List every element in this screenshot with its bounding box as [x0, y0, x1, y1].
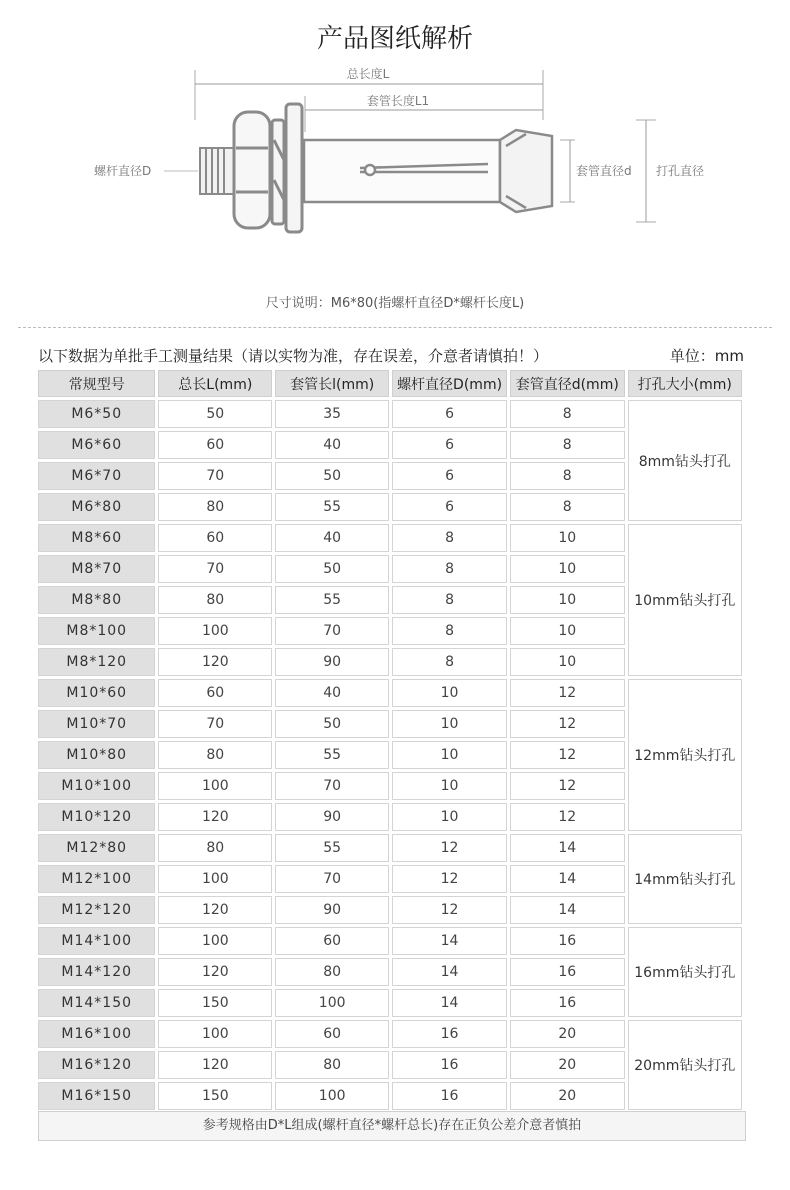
value-cell: 10 [510, 555, 625, 583]
value-cell: 8 [510, 400, 625, 428]
value-cell: 10 [392, 803, 507, 831]
value-cell: 10 [392, 710, 507, 738]
value-cell: 80 [275, 1051, 389, 1079]
value-cell: 12 [510, 679, 625, 707]
value-cell: 55 [275, 834, 389, 862]
anchor-bolt-diagram [0, 60, 790, 320]
value-cell: 60 [158, 431, 272, 459]
model-cell: M12*120 [38, 896, 155, 924]
value-cell: 150 [158, 989, 272, 1017]
value-cell: 12 [510, 710, 625, 738]
value-cell: 12 [510, 772, 625, 800]
value-cell: 60 [275, 1020, 389, 1048]
value-cell: 80 [158, 586, 272, 614]
value-cell: 20 [510, 1082, 625, 1110]
table-row [38, 834, 742, 862]
washer [272, 104, 302, 232]
spec-table [35, 367, 745, 1113]
drill-size-cell: 16mm钻头打孔 [628, 927, 742, 1017]
model-cell: M14*150 [38, 989, 155, 1017]
value-cell: 50 [275, 710, 389, 738]
value-cell: 70 [275, 772, 389, 800]
table-row [38, 524, 742, 552]
value-cell: 120 [158, 958, 272, 986]
value-cell: 14 [510, 896, 625, 924]
model-cell: M6*70 [38, 462, 155, 490]
value-cell: 35 [275, 400, 389, 428]
value-cell: 120 [158, 648, 272, 676]
table-header-row [38, 370, 742, 397]
bolt-diameter-label: 螺杆直径D [94, 164, 152, 178]
model-cell: M8*60 [38, 524, 155, 552]
value-cell: 40 [275, 679, 389, 707]
value-cell: 10 [510, 648, 625, 676]
model-cell: M10*60 [38, 679, 155, 707]
expansion-cone [500, 130, 552, 212]
table-title: 以下数据为单批手工测量结果（请以实物为准，存在误差，介意者请慎拍！） [38, 347, 549, 365]
value-cell: 90 [275, 648, 389, 676]
table-row [38, 400, 742, 428]
value-cell: 10 [510, 617, 625, 645]
value-cell: 16 [510, 958, 625, 986]
model-cell: M8*120 [38, 648, 155, 676]
bolt-thread [200, 148, 236, 194]
table-row [38, 679, 742, 707]
value-cell: 70 [275, 617, 389, 645]
value-cell: 90 [275, 803, 389, 831]
value-cell: 12 [510, 803, 625, 831]
column-header: 套管直径d(mm) [510, 370, 625, 397]
value-cell: 80 [158, 741, 272, 769]
model-cell: M16*150 [38, 1082, 155, 1110]
value-cell: 14 [392, 958, 507, 986]
unit-label: 单位：mm [669, 347, 744, 365]
value-cell: 10 [510, 586, 625, 614]
value-cell: 70 [275, 865, 389, 893]
model-cell: M8*70 [38, 555, 155, 583]
value-cell: 16 [392, 1051, 507, 1079]
model-cell: M16*120 [38, 1051, 155, 1079]
value-cell: 12 [392, 865, 507, 893]
column-header: 套管长l(mm) [275, 370, 389, 397]
value-cell: 14 [392, 927, 507, 955]
value-cell: 120 [158, 1051, 272, 1079]
value-cell: 80 [158, 834, 272, 862]
value-cell: 60 [158, 524, 272, 552]
value-cell: 70 [158, 710, 272, 738]
value-cell: 20 [510, 1051, 625, 1079]
table-row [38, 1020, 742, 1048]
model-cell: M10*70 [38, 710, 155, 738]
value-cell: 6 [392, 462, 507, 490]
value-cell: 100 [158, 927, 272, 955]
value-cell: 16 [392, 1020, 507, 1048]
column-header: 螺杆直径D(mm) [392, 370, 507, 397]
value-cell: 14 [510, 834, 625, 862]
value-cell: 6 [392, 400, 507, 428]
model-cell: M12*80 [38, 834, 155, 862]
value-cell: 8 [392, 555, 507, 583]
value-cell: 150 [158, 1082, 272, 1110]
value-cell: 8 [392, 586, 507, 614]
value-cell: 100 [275, 989, 389, 1017]
value-cell: 20 [510, 1020, 625, 1048]
value-cell: 100 [158, 865, 272, 893]
value-cell: 14 [510, 865, 625, 893]
drill-size-cell: 20mm钻头打孔 [628, 1020, 742, 1110]
value-cell: 55 [275, 741, 389, 769]
value-cell: 120 [158, 896, 272, 924]
value-cell: 80 [158, 493, 272, 521]
value-cell: 100 [158, 772, 272, 800]
value-cell: 70 [158, 462, 272, 490]
column-header: 常规型号 [38, 370, 155, 397]
model-cell: M12*100 [38, 865, 155, 893]
total-length-label: 总长度L [346, 67, 390, 81]
divider [18, 327, 772, 328]
value-cell: 8 [392, 617, 507, 645]
model-cell: M10*120 [38, 803, 155, 831]
value-cell: 55 [275, 493, 389, 521]
value-cell: 8 [510, 431, 625, 459]
value-cell: 12 [510, 741, 625, 769]
value-cell: 100 [158, 1020, 272, 1048]
table-body [38, 400, 742, 1110]
value-cell: 40 [275, 524, 389, 552]
value-cell: 12 [392, 896, 507, 924]
value-cell: 50 [158, 400, 272, 428]
drill-size-cell: 10mm钻头打孔 [628, 524, 742, 676]
value-cell: 10 [392, 772, 507, 800]
value-cell: 40 [275, 431, 389, 459]
dimension-caption: 尺寸说明：M6*80(指螺杆直径D*螺杆长度L) [265, 296, 525, 311]
value-cell: 8 [510, 462, 625, 490]
value-cell: 100 [275, 1082, 389, 1110]
model-cell: M6*80 [38, 493, 155, 521]
value-cell: 80 [275, 958, 389, 986]
column-header: 总长L(mm) [158, 370, 272, 397]
model-cell: M10*100 [38, 772, 155, 800]
column-header: 打孔大小(mm) [628, 370, 742, 397]
drill-size-cell: 12mm钻头打孔 [628, 679, 742, 831]
value-cell: 8 [392, 648, 507, 676]
footer-note: 参考规格由D*L组成(螺杆直径*螺杆总长)存在正负公差介意者慎拍 [38, 1111, 746, 1141]
value-cell: 6 [392, 493, 507, 521]
value-cell: 12 [392, 834, 507, 862]
model-cell: M14*100 [38, 927, 155, 955]
value-cell: 10 [510, 524, 625, 552]
model-cell: M14*120 [38, 958, 155, 986]
value-cell: 10 [392, 741, 507, 769]
value-cell: 70 [158, 555, 272, 583]
sleeve-body [304, 140, 500, 202]
drill-diameter-label: 打孔直径 [656, 164, 705, 178]
hex-nut [234, 112, 270, 228]
value-cell: 120 [158, 803, 272, 831]
value-cell: 55 [275, 586, 389, 614]
sleeve-diameter-label: 套管直径d [576, 164, 632, 178]
value-cell: 60 [275, 927, 389, 955]
value-cell: 14 [392, 989, 507, 1017]
value-cell: 10 [392, 679, 507, 707]
value-cell: 6 [392, 431, 507, 459]
value-cell: 8 [392, 524, 507, 552]
value-cell: 100 [158, 617, 272, 645]
drill-size-cell: 8mm钻头打孔 [628, 400, 742, 521]
table-row [38, 927, 742, 955]
model-cell: M8*80 [38, 586, 155, 614]
value-cell: 50 [275, 555, 389, 583]
model-cell: M8*100 [38, 617, 155, 645]
value-cell: 8 [510, 493, 625, 521]
model-cell: M6*60 [38, 431, 155, 459]
sleeve-length-label: 套管长度L1 [366, 94, 430, 108]
page-title: 产品图纸解析 [316, 24, 473, 54]
value-cell: 60 [158, 679, 272, 707]
model-cell: M6*50 [38, 400, 155, 428]
model-cell: M10*80 [38, 741, 155, 769]
drill-size-cell: 14mm钻头打孔 [628, 834, 742, 924]
model-cell: M16*100 [38, 1020, 155, 1048]
value-cell: 16 [392, 1082, 507, 1110]
value-cell: 90 [275, 896, 389, 924]
value-cell: 16 [510, 927, 625, 955]
value-cell: 50 [275, 462, 389, 490]
value-cell: 16 [510, 989, 625, 1017]
